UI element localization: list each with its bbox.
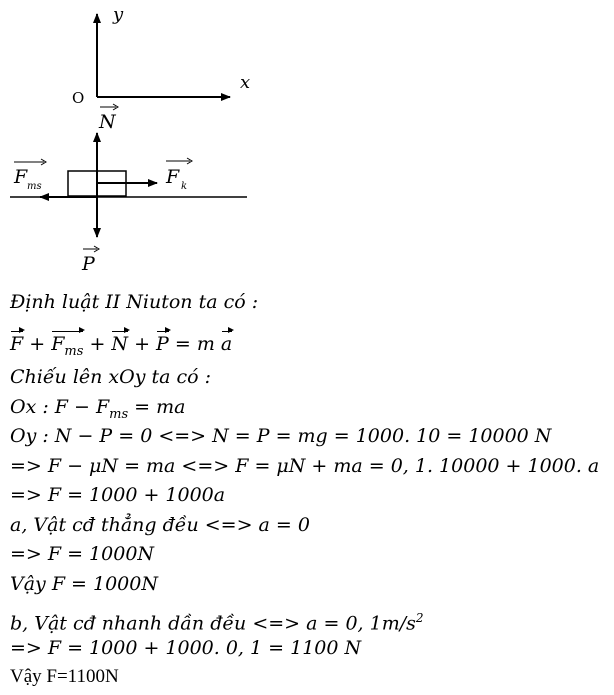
friction-force-label bbox=[13, 159, 46, 192]
solution-line-3: Chiếu lên xOy ta có : bbox=[10, 366, 212, 388]
vector-Fms: $F_{ms}$ bbox=[51, 329, 83, 367]
svg-text:F: F bbox=[166, 166, 180, 188]
solution-line-9: => F = 1000N bbox=[10, 543, 155, 565]
solution-line-2: $F + F_{ms} + N + P = m$ a bbox=[10, 329, 232, 359]
vector-F: F bbox=[10, 329, 23, 359]
weight-force-label bbox=[81, 246, 99, 275]
solution-line-6: => F − μN = ma <=> F = μN + ma = 0, 1. 10000 + 1000. a bbox=[10, 455, 600, 477]
y-axis-label: y bbox=[113, 4, 124, 25]
vector-P: P bbox=[156, 329, 169, 359]
solution-line-11: b, Vật cđ nhanh dần đều <=> a = 0, $1m/s^2$ bbox=[10, 611, 424, 635]
solution-line-5: Oy : N − P = 0 <=> N = P = mg = 1000. 10 = 10000 N bbox=[10, 425, 552, 447]
normal-force-label bbox=[98, 104, 118, 133]
solution-line-8: a, Vật cđ thẳng đều <=> a = 0 bbox=[10, 514, 310, 536]
svg-text:P: P bbox=[82, 253, 95, 275]
origin-label: O bbox=[72, 89, 85, 107]
solution-line-10: Vậy F = 1000N bbox=[10, 573, 158, 595]
x-axis-label: x bbox=[240, 72, 251, 93]
solution-line-4: Ox : $F - F_{ms}$ = ma bbox=[10, 396, 186, 422]
force-diagram bbox=[0, 0, 614, 275]
solution-line-1: Định luật II Niuton ta có : bbox=[10, 291, 259, 313]
solution-line-12: => F = 1000 + 1000. 0, 1 = 1100 N bbox=[10, 637, 362, 659]
solution-line-7: => F = 1000 + 1000a bbox=[10, 484, 226, 506]
svg-text:ms: ms bbox=[27, 181, 42, 192]
vector-N: N bbox=[111, 329, 128, 359]
svg-text:N: N bbox=[99, 111, 116, 133]
pull-force-label bbox=[165, 158, 192, 192]
vector-a: a bbox=[221, 329, 232, 359]
svg-text:F: F bbox=[14, 166, 28, 188]
solution-line-13: Vậy F=1100N bbox=[10, 666, 119, 687]
svg-text:k: k bbox=[181, 181, 188, 192]
